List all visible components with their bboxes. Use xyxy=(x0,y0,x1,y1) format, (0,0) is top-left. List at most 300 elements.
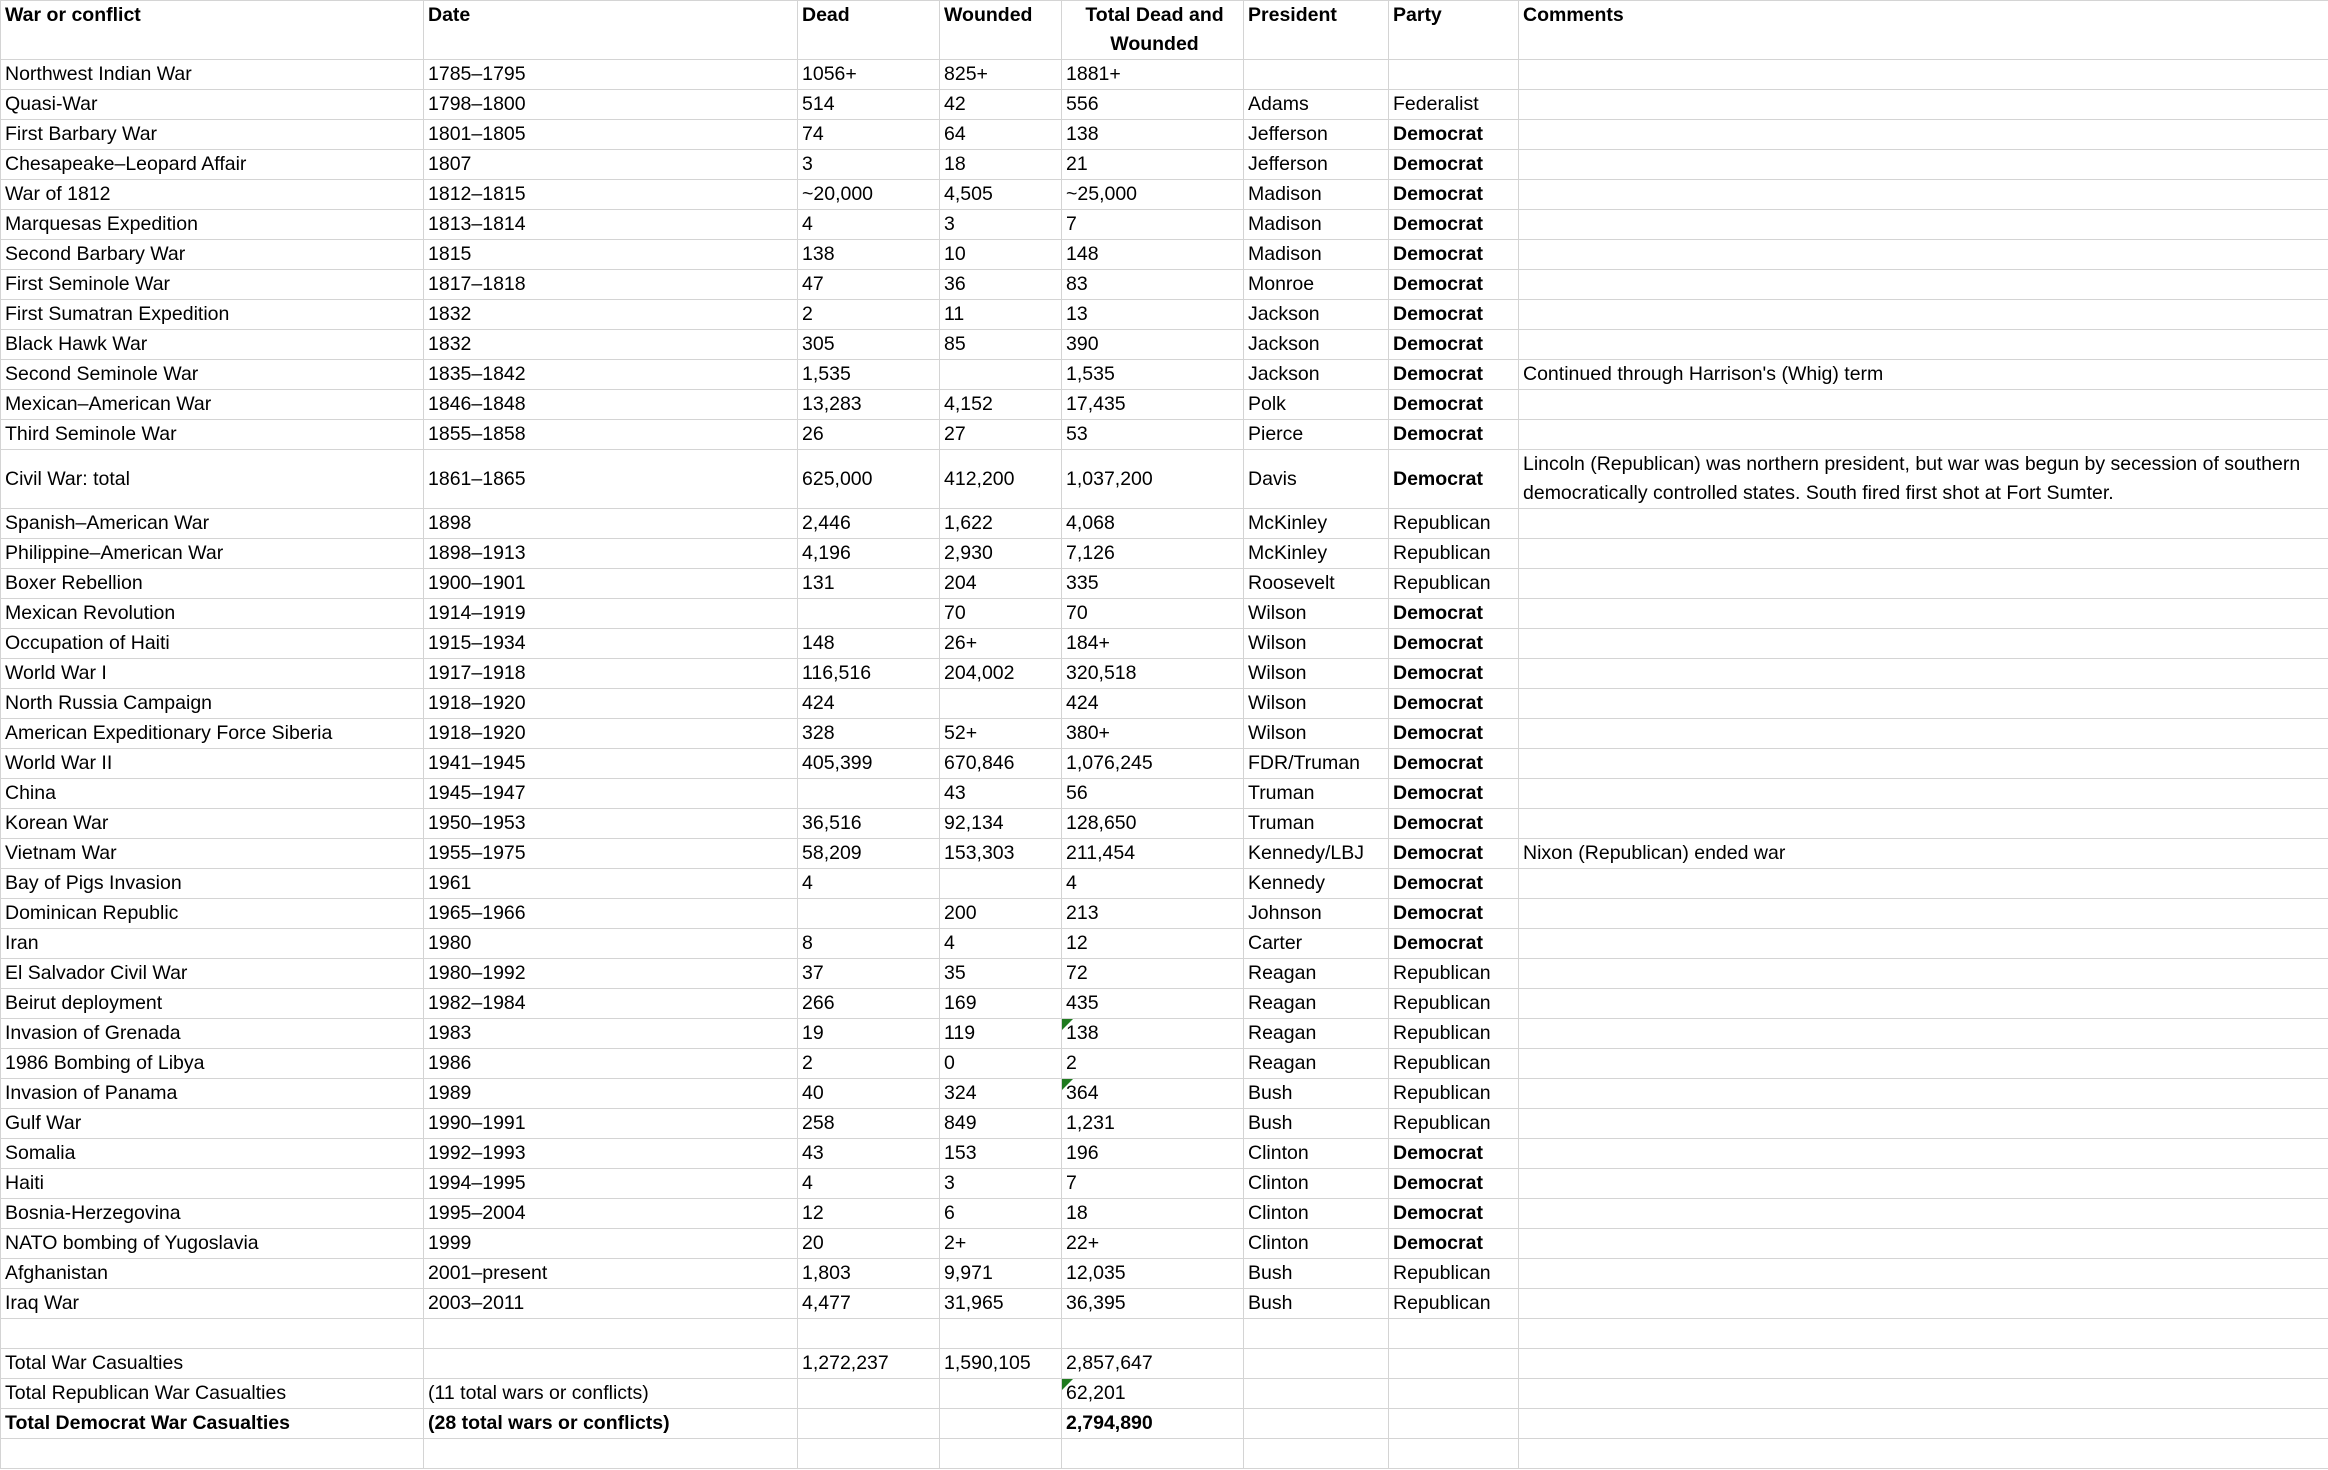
cell-president[interactable]: Jackson xyxy=(1244,330,1389,360)
cell-president[interactable] xyxy=(1244,60,1389,90)
cell-wounded[interactable]: 4 xyxy=(940,929,1062,959)
cell-dead[interactable]: 8 xyxy=(798,929,940,959)
cell-dead[interactable]: 4 xyxy=(798,1169,940,1199)
cell-total[interactable]: 556 xyxy=(1062,90,1244,120)
cell-president[interactable]: Truman xyxy=(1244,809,1389,839)
cell-date[interactable]: 1918–1920 xyxy=(424,689,798,719)
cell-dead[interactable]: 4 xyxy=(798,210,940,240)
header-comments[interactable]: Comments xyxy=(1519,1,2328,60)
cell-comments[interactable] xyxy=(1519,1079,2328,1109)
cell-party[interactable]: Republican xyxy=(1389,1109,1519,1139)
cell-war[interactable]: Bosnia-Herzegovina xyxy=(1,1199,424,1229)
empty-cell[interactable] xyxy=(1389,1349,1519,1379)
cell-comments[interactable] xyxy=(1519,180,2328,210)
cell-war[interactable]: Vietnam War xyxy=(1,839,424,869)
empty-cell[interactable] xyxy=(1,1439,424,1469)
cell-party[interactable]: Democrat xyxy=(1389,180,1519,210)
cell-total[interactable]: 1,231 xyxy=(1062,1109,1244,1139)
cell-comments[interactable] xyxy=(1519,989,2328,1019)
cell-president[interactable]: Adams xyxy=(1244,90,1389,120)
cell-comments[interactable] xyxy=(1519,1019,2328,1049)
cell-dead[interactable]: 305 xyxy=(798,330,940,360)
cell-party[interactable]: Democrat xyxy=(1389,390,1519,420)
cell-date[interactable]: 1983 xyxy=(424,1019,798,1049)
cell-dead[interactable]: 19 xyxy=(798,1019,940,1049)
cell-war[interactable]: 1986 Bombing of Libya xyxy=(1,1049,424,1079)
empty-cell[interactable] xyxy=(1519,1349,2328,1379)
cell-party[interactable]: Democrat xyxy=(1389,360,1519,390)
cell-president[interactable]: Madison xyxy=(1244,240,1389,270)
cell-president[interactable]: Bush xyxy=(1244,1259,1389,1289)
cell-dead[interactable]: 266 xyxy=(798,989,940,1019)
cell-comments[interactable] xyxy=(1519,539,2328,569)
cell-president[interactable]: Polk xyxy=(1244,390,1389,420)
cell-comments[interactable] xyxy=(1519,1289,2328,1319)
cell-wounded[interactable]: 64 xyxy=(940,120,1062,150)
cell-wounded[interactable] xyxy=(940,869,1062,899)
cell-total[interactable]: 211,454 xyxy=(1062,839,1244,869)
cell-war[interactable]: Northwest Indian War xyxy=(1,60,424,90)
cell-wounded[interactable]: 204 xyxy=(940,569,1062,599)
total-cell-total[interactable]: 2,857,647 xyxy=(1062,1349,1244,1379)
cell-comments[interactable] xyxy=(1519,1199,2328,1229)
cell-dead[interactable]: 58,209 xyxy=(798,839,940,869)
cell-date[interactable]: 1941–1945 xyxy=(424,749,798,779)
cell-war[interactable]: World War II xyxy=(1,749,424,779)
cell-wounded[interactable]: 35 xyxy=(940,959,1062,989)
cell-wounded[interactable]: 169 xyxy=(940,989,1062,1019)
cell-war[interactable]: Beirut deployment xyxy=(1,989,424,1019)
cell-comments[interactable]: Lincoln (Republican) was northern president, but war was begun by secession of southern democratically controlled states. South fired first shot at Fort Sumter. xyxy=(1519,450,2328,509)
cell-president[interactable]: Carter xyxy=(1244,929,1389,959)
header-total[interactable]: Total Dead and Wounded xyxy=(1062,1,1244,60)
cell-dead[interactable]: 2 xyxy=(798,1049,940,1079)
cell-total[interactable]: 17,435 xyxy=(1062,390,1244,420)
cell-date[interactable]: 1980 xyxy=(424,929,798,959)
cell-war[interactable]: Second Seminole War xyxy=(1,360,424,390)
cell-date[interactable]: 1917–1918 xyxy=(424,659,798,689)
cell-date[interactable]: 1898–1913 xyxy=(424,539,798,569)
cell-party[interactable]: Democrat xyxy=(1389,240,1519,270)
cell-president[interactable]: Kennedy/LBJ xyxy=(1244,839,1389,869)
cell-president[interactable]: Reagan xyxy=(1244,959,1389,989)
cell-dead[interactable]: 13,283 xyxy=(798,390,940,420)
cell-date[interactable]: 1798–1800 xyxy=(424,90,798,120)
cell-comments[interactable] xyxy=(1519,929,2328,959)
total-cell-label[interactable]: Total War Casualties xyxy=(1,1349,424,1379)
total-cell-dead[interactable]: 1,272,237 xyxy=(798,1349,940,1379)
cell-dead[interactable]: 12 xyxy=(798,1199,940,1229)
cell-date[interactable]: 1992–1993 xyxy=(424,1139,798,1169)
cell-party[interactable]: Democrat xyxy=(1389,599,1519,629)
cell-dead[interactable]: 47 xyxy=(798,270,940,300)
comment-indicator-icon[interactable] xyxy=(1062,1379,1073,1390)
empty-cell[interactable] xyxy=(1389,1379,1519,1409)
cell-wounded[interactable]: 52+ xyxy=(940,719,1062,749)
cell-dead[interactable]: 4 xyxy=(798,869,940,899)
cell-wounded[interactable]: 153 xyxy=(940,1139,1062,1169)
empty-cell[interactable] xyxy=(1062,1319,1244,1349)
cell-comments[interactable] xyxy=(1519,629,2328,659)
cell-comments[interactable]: Continued through Harrison's (Whig) term xyxy=(1519,360,2328,390)
cell-total[interactable]: 83 xyxy=(1062,270,1244,300)
cell-wounded[interactable]: 1,622 xyxy=(940,509,1062,539)
total-cell-label[interactable]: Total Republican War Casualties xyxy=(1,1379,424,1409)
cell-dead[interactable] xyxy=(798,599,940,629)
cell-date[interactable]: 1832 xyxy=(424,330,798,360)
cell-president[interactable]: Johnson xyxy=(1244,899,1389,929)
cell-president[interactable]: Wilson xyxy=(1244,599,1389,629)
cell-party[interactable]: Republican xyxy=(1389,1049,1519,1079)
cell-comments[interactable] xyxy=(1519,1169,2328,1199)
cell-wounded[interactable] xyxy=(940,689,1062,719)
cell-comments[interactable] xyxy=(1519,1259,2328,1289)
cell-war[interactable]: Philippine–American War xyxy=(1,539,424,569)
empty-cell[interactable] xyxy=(798,1439,940,1469)
cell-total[interactable]: 1,535 xyxy=(1062,360,1244,390)
cell-total[interactable]: 138 xyxy=(1062,1019,1244,1049)
cell-president[interactable]: FDR/Truman xyxy=(1244,749,1389,779)
cell-wounded[interactable]: 670,846 xyxy=(940,749,1062,779)
cell-war[interactable]: First Sumatran Expedition xyxy=(1,300,424,330)
cell-party[interactable]: Democrat xyxy=(1389,629,1519,659)
cell-total[interactable]: 13 xyxy=(1062,300,1244,330)
cell-wounded[interactable]: 10 xyxy=(940,240,1062,270)
cell-war[interactable]: Occupation of Haiti xyxy=(1,629,424,659)
cell-total[interactable]: 148 xyxy=(1062,240,1244,270)
cell-party[interactable]: Democrat xyxy=(1389,1199,1519,1229)
empty-cell[interactable] xyxy=(1389,1439,1519,1469)
cell-wounded[interactable]: 92,134 xyxy=(940,809,1062,839)
cell-comments[interactable] xyxy=(1519,270,2328,300)
cell-wounded[interactable]: 85 xyxy=(940,330,1062,360)
cell-war[interactable]: Second Barbary War xyxy=(1,240,424,270)
cell-total[interactable]: 138 xyxy=(1062,120,1244,150)
cell-dead[interactable]: 37 xyxy=(798,959,940,989)
cell-comments[interactable] xyxy=(1519,330,2328,360)
comment-indicator-icon[interactable] xyxy=(1062,1079,1073,1090)
cell-party[interactable]: Democrat xyxy=(1389,420,1519,450)
cell-total[interactable]: 4 xyxy=(1062,869,1244,899)
cell-date[interactable]: 1813–1814 xyxy=(424,210,798,240)
cell-war[interactable]: Invasion of Grenada xyxy=(1,1019,424,1049)
cell-comments[interactable] xyxy=(1519,779,2328,809)
cell-dead[interactable]: ~20,000 xyxy=(798,180,940,210)
cell-total[interactable]: 380+ xyxy=(1062,719,1244,749)
cell-date[interactable]: 1980–1992 xyxy=(424,959,798,989)
cell-party[interactable]: Democrat xyxy=(1389,659,1519,689)
total-cell-date[interactable] xyxy=(424,1349,798,1379)
header-president[interactable]: President xyxy=(1244,1,1389,60)
cell-total[interactable]: 335 xyxy=(1062,569,1244,599)
cell-president[interactable]: Jefferson xyxy=(1244,150,1389,180)
cell-war[interactable]: NATO bombing of Yugoslavia xyxy=(1,1229,424,1259)
cell-total[interactable]: 53 xyxy=(1062,420,1244,450)
cell-dead[interactable]: 514 xyxy=(798,90,940,120)
cell-date[interactable]: 1861–1865 xyxy=(424,450,798,509)
cell-party[interactable]: Federalist xyxy=(1389,90,1519,120)
cell-total[interactable]: 36,395 xyxy=(1062,1289,1244,1319)
cell-dead[interactable]: 138 xyxy=(798,240,940,270)
cell-date[interactable]: 2001–present xyxy=(424,1259,798,1289)
cell-total[interactable]: 364 xyxy=(1062,1079,1244,1109)
cell-date[interactable]: 1982–1984 xyxy=(424,989,798,1019)
cell-party[interactable]: Republican xyxy=(1389,539,1519,569)
cell-wounded[interactable]: 204,002 xyxy=(940,659,1062,689)
cell-wounded[interactable]: 119 xyxy=(940,1019,1062,1049)
cell-wounded[interactable]: 3 xyxy=(940,1169,1062,1199)
cell-president[interactable]: Truman xyxy=(1244,779,1389,809)
cell-party[interactable]: Republican xyxy=(1389,569,1519,599)
cell-dead[interactable]: 43 xyxy=(798,1139,940,1169)
cell-war[interactable]: Somalia xyxy=(1,1139,424,1169)
cell-party[interactable]: Democrat xyxy=(1389,1139,1519,1169)
cell-dead[interactable]: 74 xyxy=(798,120,940,150)
empty-cell[interactable] xyxy=(1,1319,424,1349)
cell-party[interactable]: Republican xyxy=(1389,1259,1519,1289)
cell-wounded[interactable]: 4,505 xyxy=(940,180,1062,210)
empty-cell[interactable] xyxy=(940,1439,1062,1469)
cell-wounded[interactable]: 36 xyxy=(940,270,1062,300)
cell-president[interactable]: Davis xyxy=(1244,450,1389,509)
cell-comments[interactable] xyxy=(1519,1139,2328,1169)
cell-war[interactable]: Dominican Republic xyxy=(1,899,424,929)
cell-total[interactable]: 12,035 xyxy=(1062,1259,1244,1289)
cell-date[interactable]: 1801–1805 xyxy=(424,120,798,150)
cell-war[interactable]: First Barbary War xyxy=(1,120,424,150)
cell-party[interactable]: Democrat xyxy=(1389,150,1519,180)
cell-wounded[interactable]: 412,200 xyxy=(940,450,1062,509)
cell-dead[interactable] xyxy=(798,779,940,809)
cell-party[interactable]: Republican xyxy=(1389,989,1519,1019)
cell-total[interactable]: 424 xyxy=(1062,689,1244,719)
cell-war[interactable]: Quasi-War xyxy=(1,90,424,120)
cell-wounded[interactable]: 18 xyxy=(940,150,1062,180)
cell-date[interactable]: 1950–1953 xyxy=(424,809,798,839)
empty-cell[interactable] xyxy=(1244,1319,1389,1349)
header-war[interactable]: War or conflict xyxy=(1,1,424,60)
cell-total[interactable]: 18 xyxy=(1062,1199,1244,1229)
cell-wounded[interactable]: 42 xyxy=(940,90,1062,120)
cell-date[interactable]: 1986 xyxy=(424,1049,798,1079)
cell-war[interactable]: Mexican Revolution xyxy=(1,599,424,629)
cell-war[interactable]: War of 1812 xyxy=(1,180,424,210)
cell-comments[interactable] xyxy=(1519,420,2328,450)
cell-comments[interactable] xyxy=(1519,120,2328,150)
cell-dead[interactable]: 36,516 xyxy=(798,809,940,839)
cell-comments[interactable] xyxy=(1519,60,2328,90)
cell-party[interactable]: Democrat xyxy=(1389,300,1519,330)
empty-cell[interactable] xyxy=(424,1439,798,1469)
cell-dead[interactable]: 116,516 xyxy=(798,659,940,689)
cell-comments[interactable] xyxy=(1519,899,2328,929)
cell-comments[interactable] xyxy=(1519,1229,2328,1259)
cell-total[interactable]: 70 xyxy=(1062,599,1244,629)
cell-dead[interactable]: 40 xyxy=(798,1079,940,1109)
cell-wounded[interactable]: 27 xyxy=(940,420,1062,450)
cell-wounded[interactable]: 849 xyxy=(940,1109,1062,1139)
cell-war[interactable]: Iran xyxy=(1,929,424,959)
cell-wounded[interactable]: 11 xyxy=(940,300,1062,330)
cell-wounded[interactable]: 825+ xyxy=(940,60,1062,90)
cell-party[interactable]: Democrat xyxy=(1389,929,1519,959)
cell-comments[interactable] xyxy=(1519,569,2328,599)
total-cell-label[interactable]: Total Democrat War Casualties xyxy=(1,1409,424,1439)
cell-date[interactable]: 1898 xyxy=(424,509,798,539)
cell-party[interactable]: Democrat xyxy=(1389,749,1519,779)
empty-cell[interactable] xyxy=(1062,1439,1244,1469)
cell-date[interactable]: 1995–2004 xyxy=(424,1199,798,1229)
cell-party[interactable]: Republican xyxy=(1389,1019,1519,1049)
cell-total[interactable]: 390 xyxy=(1062,330,1244,360)
cell-president[interactable]: Clinton xyxy=(1244,1229,1389,1259)
cell-president[interactable]: Wilson xyxy=(1244,659,1389,689)
cell-total[interactable]: 7 xyxy=(1062,1169,1244,1199)
cell-comments[interactable] xyxy=(1519,150,2328,180)
cell-war[interactable]: Korean War xyxy=(1,809,424,839)
cell-total[interactable]: 213 xyxy=(1062,899,1244,929)
cell-date[interactable]: 2003–2011 xyxy=(424,1289,798,1319)
cell-wounded[interactable]: 4,152 xyxy=(940,390,1062,420)
cell-total[interactable]: 7,126 xyxy=(1062,539,1244,569)
cell-war[interactable]: Iraq War xyxy=(1,1289,424,1319)
cell-wounded[interactable]: 324 xyxy=(940,1079,1062,1109)
cell-comments[interactable] xyxy=(1519,240,2328,270)
cell-war[interactable]: Invasion of Panama xyxy=(1,1079,424,1109)
cell-date[interactable]: 1918–1920 xyxy=(424,719,798,749)
cell-dead[interactable]: 258 xyxy=(798,1109,940,1139)
cell-date[interactable]: 1990–1991 xyxy=(424,1109,798,1139)
cell-date[interactable]: 1945–1947 xyxy=(424,779,798,809)
total-cell-dead[interactable] xyxy=(798,1409,940,1439)
cell-wounded[interactable] xyxy=(940,360,1062,390)
empty-cell[interactable] xyxy=(1519,1319,2328,1349)
cell-war[interactable]: El Salvador Civil War xyxy=(1,959,424,989)
cell-dead[interactable]: 1,803 xyxy=(798,1259,940,1289)
cell-party[interactable]: Democrat xyxy=(1389,899,1519,929)
cell-total[interactable]: 184+ xyxy=(1062,629,1244,659)
cell-comments[interactable] xyxy=(1519,300,2328,330)
cell-president[interactable]: Clinton xyxy=(1244,1199,1389,1229)
cell-dead[interactable]: 2,446 xyxy=(798,509,940,539)
cell-total[interactable]: 435 xyxy=(1062,989,1244,1019)
cell-war[interactable]: Afghanistan xyxy=(1,1259,424,1289)
empty-cell[interactable] xyxy=(1389,1319,1519,1349)
cell-president[interactable]: Reagan xyxy=(1244,1049,1389,1079)
cell-comments[interactable] xyxy=(1519,719,2328,749)
cell-party[interactable]: Democrat xyxy=(1389,210,1519,240)
cell-comments[interactable] xyxy=(1519,390,2328,420)
cell-date[interactable]: 1812–1815 xyxy=(424,180,798,210)
cell-president[interactable]: Bush xyxy=(1244,1289,1389,1319)
cell-party[interactable]: Republican xyxy=(1389,959,1519,989)
total-cell-dead[interactable] xyxy=(798,1379,940,1409)
cell-dead[interactable]: 3 xyxy=(798,150,940,180)
cell-date[interactable]: 1994–1995 xyxy=(424,1169,798,1199)
cell-party[interactable]: Democrat xyxy=(1389,809,1519,839)
cell-party[interactable]: Democrat xyxy=(1389,270,1519,300)
cell-comments[interactable] xyxy=(1519,869,2328,899)
empty-cell[interactable] xyxy=(1244,1439,1389,1469)
header-dead[interactable]: Dead xyxy=(798,1,940,60)
cell-president[interactable]: Monroe xyxy=(1244,270,1389,300)
total-cell-wounded[interactable] xyxy=(940,1409,1062,1439)
cell-date[interactable]: 1807 xyxy=(424,150,798,180)
cell-dead[interactable]: 4,196 xyxy=(798,539,940,569)
cell-date[interactable]: 1989 xyxy=(424,1079,798,1109)
cell-total[interactable]: 128,650 xyxy=(1062,809,1244,839)
cell-war[interactable]: Gulf War xyxy=(1,1109,424,1139)
cell-date[interactable]: 1855–1858 xyxy=(424,420,798,450)
cell-dead[interactable]: 2 xyxy=(798,300,940,330)
cell-comments[interactable] xyxy=(1519,689,2328,719)
cell-party[interactable]: Democrat xyxy=(1389,719,1519,749)
cell-party[interactable]: Democrat xyxy=(1389,779,1519,809)
header-party[interactable]: Party xyxy=(1389,1,1519,60)
cell-date[interactable]: 1815 xyxy=(424,240,798,270)
cell-wounded[interactable]: 2+ xyxy=(940,1229,1062,1259)
cell-party[interactable]: Democrat xyxy=(1389,689,1519,719)
cell-war[interactable]: First Seminole War xyxy=(1,270,424,300)
cell-total[interactable]: 1,037,200 xyxy=(1062,450,1244,509)
cell-date[interactable]: 1785–1795 xyxy=(424,60,798,90)
cell-date[interactable]: 1817–1818 xyxy=(424,270,798,300)
cell-war[interactable]: Black Hawk War xyxy=(1,330,424,360)
empty-cell[interactable] xyxy=(1244,1379,1389,1409)
cell-total[interactable]: 56 xyxy=(1062,779,1244,809)
cell-party[interactable]: Republican xyxy=(1389,509,1519,539)
cell-war[interactable]: Boxer Rebellion xyxy=(1,569,424,599)
cell-date[interactable]: 1846–1848 xyxy=(424,390,798,420)
cell-date[interactable]: 1999 xyxy=(424,1229,798,1259)
total-cell-wounded[interactable] xyxy=(940,1379,1062,1409)
cell-dead[interactable]: 20 xyxy=(798,1229,940,1259)
cell-dead[interactable]: 405,399 xyxy=(798,749,940,779)
cell-total[interactable]: 320,518 xyxy=(1062,659,1244,689)
total-cell-total[interactable]: 62,201 xyxy=(1062,1379,1244,1409)
cell-president[interactable]: Madison xyxy=(1244,210,1389,240)
cell-dead[interactable] xyxy=(798,899,940,929)
cell-dead[interactable]: 1,535 xyxy=(798,360,940,390)
cell-dead[interactable]: 4,477 xyxy=(798,1289,940,1319)
cell-wounded[interactable]: 43 xyxy=(940,779,1062,809)
cell-wounded[interactable]: 3 xyxy=(940,210,1062,240)
cell-president[interactable]: Jackson xyxy=(1244,300,1389,330)
cell-party[interactable]: Democrat xyxy=(1389,120,1519,150)
cell-president[interactable]: Clinton xyxy=(1244,1169,1389,1199)
cell-comments[interactable] xyxy=(1519,1049,2328,1079)
cell-dead[interactable]: 131 xyxy=(798,569,940,599)
total-cell-date[interactable]: (28 total wars or conflicts) xyxy=(424,1409,798,1439)
header-date[interactable]: Date xyxy=(424,1,798,60)
cell-war[interactable]: North Russia Campaign xyxy=(1,689,424,719)
cell-dead[interactable]: 1056+ xyxy=(798,60,940,90)
cell-total[interactable]: 7 xyxy=(1062,210,1244,240)
cell-comments[interactable] xyxy=(1519,90,2328,120)
cell-party[interactable] xyxy=(1389,60,1519,90)
cell-total[interactable]: 1881+ xyxy=(1062,60,1244,90)
cell-war[interactable]: Haiti xyxy=(1,1169,424,1199)
cell-comments[interactable] xyxy=(1519,959,2328,989)
total-cell-total[interactable]: 2,794,890 xyxy=(1062,1409,1244,1439)
cell-wounded[interactable]: 2,930 xyxy=(940,539,1062,569)
empty-cell[interactable] xyxy=(1519,1439,2328,1469)
cell-wounded[interactable]: 0 xyxy=(940,1049,1062,1079)
cell-comments[interactable] xyxy=(1519,1109,2328,1139)
total-cell-wounded[interactable]: 1,590,105 xyxy=(940,1349,1062,1379)
empty-cell[interactable] xyxy=(1244,1349,1389,1379)
cell-date[interactable]: 1832 xyxy=(424,300,798,330)
